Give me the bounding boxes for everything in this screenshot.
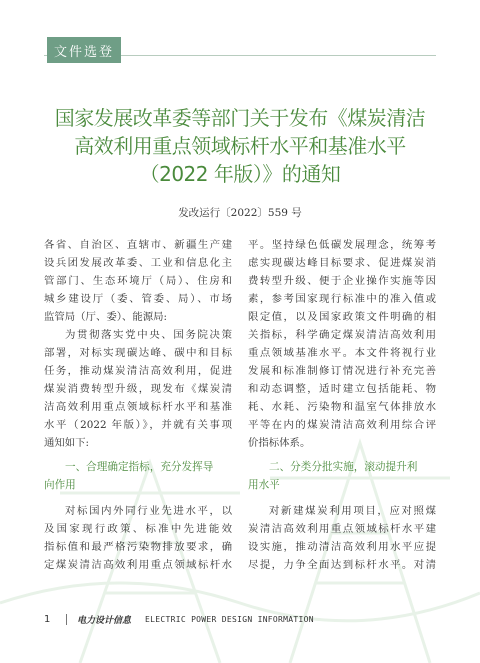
section-heading: 二、分类分批实施，滚动提升利 <box>269 461 418 473</box>
magazine-name-english: ELECTRIC POWER DESIGN INFORMATION <box>145 614 314 624</box>
text-line: 设兵团发展改革委、工业和信息化主 <box>44 257 232 269</box>
page-footer <box>44 611 436 627</box>
text-line: 平等在内的煤炭清洁高效利用综合评 <box>248 419 436 431</box>
section-heading: 一、合理确定指标，充分发挥导 <box>65 461 214 473</box>
text-line: 设实施，推动清洁高效利用水平应提 <box>248 541 436 553</box>
text-line: 监管局（厅、委）、能源局: <box>44 311 167 323</box>
text-line: 费转型升级、便于企业操作实施等因 <box>248 275 436 287</box>
footer-divider <box>66 614 67 625</box>
text-line: 煤炭消费转型升级，现发布《煤炭清 <box>44 383 232 395</box>
text-line: 为贯彻落实党中央、国务院决策 <box>65 329 232 341</box>
text-line: 关指标，科学确定煤炭清洁高效利用 <box>248 329 436 341</box>
text-line: 对标国内外同行业先进水平，以 <box>65 505 232 517</box>
title-line: （2022 年版）》的通知 <box>139 162 341 186</box>
text-line: 管部门、生态环境厅（局）、住房和 <box>44 275 232 287</box>
text-line: 平。坚持绿色低碳发展理念，统筹考 <box>248 239 436 251</box>
text-line: 任务，推动煤炭清洁高效利用，促进 <box>44 365 232 377</box>
text-line: 部署，对标实现碳达峰、碳中和目标 <box>44 347 232 359</box>
text-line: 耗、水耗、污染物和温室气体排放水 <box>248 401 436 413</box>
text-line: 和动态调整，适时建立包括能耗、物 <box>248 383 436 395</box>
text-line: 炭清洁高效利用重点领域标杆水平建 <box>248 523 436 535</box>
document-number: 发改运行〔2022〕559 号 <box>178 207 302 219</box>
right-column <box>248 236 436 574</box>
title-line: 国家发展改革委等部门关于发布《煤炭清洁 <box>54 106 426 130</box>
article-title <box>36 104 444 188</box>
text-line: 水平（2022 年版）》，并就有关事项 <box>44 419 232 431</box>
text-line: 发展和标准制修订情况进行补充完善 <box>248 365 436 377</box>
text-line: 尽提，力争全面达到标杆水平。对清 <box>248 559 436 571</box>
text-line: 限定值，以及国家政策文件明确的相 <box>248 311 436 323</box>
text-line: 对新建煤炭利用项目，应对照煤 <box>269 505 436 517</box>
page-number: 1 <box>44 613 51 625</box>
title-line: 高效利用重点领域标杆水平和基准水平 <box>74 134 406 158</box>
text-line: 城乡建设厅（委、管委、局）、市场 <box>44 293 232 305</box>
section-tag: 文件选登 <box>47 37 121 63</box>
section-heading: 向作用 <box>44 479 76 491</box>
text-line: 重点领域基准水平。本文件将视行业 <box>248 347 436 359</box>
text-line: 素，参考国家现行标准中的准入值或 <box>248 293 436 305</box>
section-heading: 用水平 <box>248 479 280 491</box>
left-column <box>44 236 232 574</box>
text-line: 各省、自治区、直辖市、新疆生产建 <box>44 239 232 251</box>
text-line: 定煤炭清洁高效利用重点领域标杆水 <box>44 559 232 571</box>
text-line: 及国家现行政策、标准中先进能效 <box>44 523 232 535</box>
text-line: 洁高效利用重点领域标杆水平和基准 <box>44 401 232 413</box>
text-line: 指标值和最严格污染物排放要求，确 <box>44 541 232 553</box>
text-line: 虑实现碳达峰目标要求、促进煤炭消 <box>248 257 436 269</box>
magazine-name: 电力设计信息 <box>77 615 132 626</box>
text-line: 通知如下: <box>44 437 90 449</box>
text-line: 价指标体系。 <box>248 437 311 449</box>
